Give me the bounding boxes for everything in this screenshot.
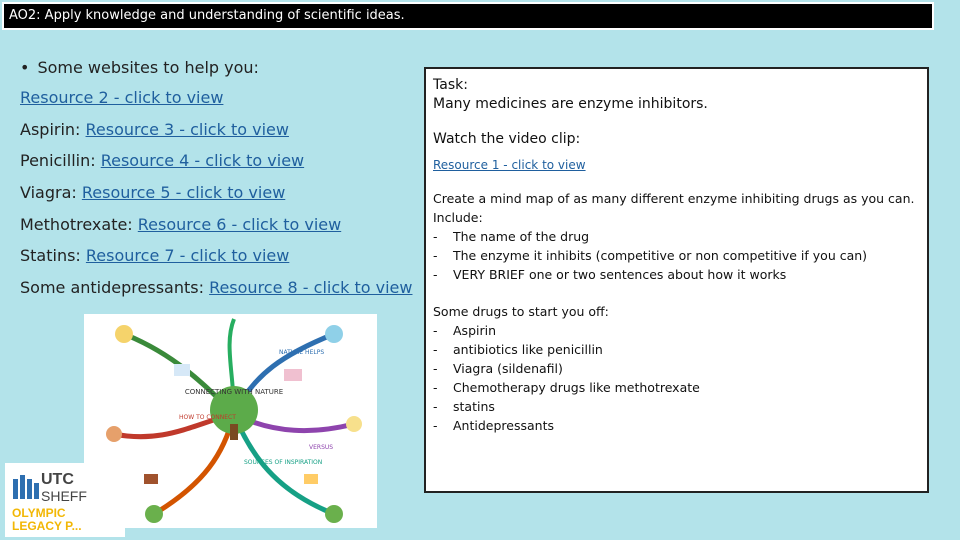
logo-text: UTC: [41, 471, 74, 488]
resource-8-link[interactable]: Resource 8 - click to view: [209, 278, 413, 298]
resource-prefix: Methotrexate:: [20, 214, 138, 234]
mind-map-illustration: [84, 314, 377, 528]
list-item: - Antidepressants: [433, 418, 554, 433]
resource-row: [20, 120, 420, 152]
list-item: - Chemotherapy drugs like methotrexate: [433, 380, 700, 395]
resource-prefix: Aspirin:: [20, 119, 86, 139]
list-item: - Aspirin: [433, 323, 497, 338]
mind-map-branch-label: SOURCES OF INSPIRATION: [244, 459, 323, 466]
resource-3-link[interactable]: Resource 3 - click to view: [85, 119, 289, 139]
resource-2-link[interactable]: Resource 2 - click to view: [20, 88, 224, 107]
bullet-icon: •: [20, 58, 30, 77]
resource-prefix: Penicillin:: [20, 151, 101, 171]
utc-sheffield-logo: [5, 463, 125, 537]
resource-row: [20, 278, 420, 310]
list-item: - The enzyme it inhibits (competitive or non competitive if you can): [433, 248, 868, 263]
logo-text: OLYMPIC LEGACY P...: [12, 506, 82, 533]
resource-6-link[interactable]: Resource 6 - click to view: [137, 214, 342, 234]
list-item: - Viagra (sildenafil): [433, 361, 563, 376]
resource-prefix: Some antidepressants:: [20, 278, 210, 298]
mind-map-branch-label: VERSUS: [309, 444, 334, 451]
list-item: - antibiotics like penicillin: [433, 342, 603, 357]
logo-text: SHEFF: [41, 488, 87, 504]
resource-row: [20, 183, 420, 215]
resource-4-link[interactable]: Resource 4 - click to view: [100, 151, 305, 171]
starter-drugs: [433, 302, 920, 435]
mind-map-branch-label: NATURE HELPS: [279, 349, 325, 356]
resource-row: [20, 151, 420, 183]
resource-5-link[interactable]: Resource 5 - click to view: [81, 183, 286, 203]
logo-mark-icon: [11, 473, 41, 503]
watch-video-text: Watch the video clip:: [433, 131, 581, 147]
resource-list: [20, 58, 420, 310]
resource-intro: [20, 58, 420, 78]
resource-row: [20, 215, 420, 247]
mind-map-image: [84, 314, 377, 528]
create-instructions: [433, 189, 920, 284]
list-item: - VERY BRIEF one or two sentences about how it works: [433, 267, 787, 282]
resource-row: [20, 88, 420, 120]
include-label: Include:: [433, 210, 483, 225]
resource-prefix: Viagra:: [20, 183, 82, 203]
resource-prefix: Statins:: [20, 246, 86, 266]
task-heading: Task:: [433, 77, 468, 93]
list-item: - The name of the drug: [433, 229, 590, 244]
resource-row: [20, 246, 420, 278]
resource-7-link[interactable]: Resource 7 - click to view: [85, 246, 290, 266]
page-header: [2, 2, 934, 30]
list-item: - statins: [433, 399, 495, 414]
drugs-intro: Some drugs to start you off:: [433, 304, 609, 319]
task-statement: Many medicines are enzyme inhibitors.: [433, 96, 708, 112]
mind-map-center-label: CONNECTING WITH NATURE: [184, 388, 284, 396]
create-line: Create a mind map of as many different enzyme inhibiting drugs as you can.: [433, 191, 915, 206]
resource-1-link[interactable]: Resource 1 - click to view: [433, 158, 586, 172]
header-title: AO2: Apply knowledge and understanding of scientific ideas.: [9, 8, 405, 23]
intro-text: Some websites to help you:: [37, 58, 259, 77]
task-box: [424, 67, 929, 493]
mind-map-branch-label: HOW TO CONNECT: [179, 414, 236, 421]
